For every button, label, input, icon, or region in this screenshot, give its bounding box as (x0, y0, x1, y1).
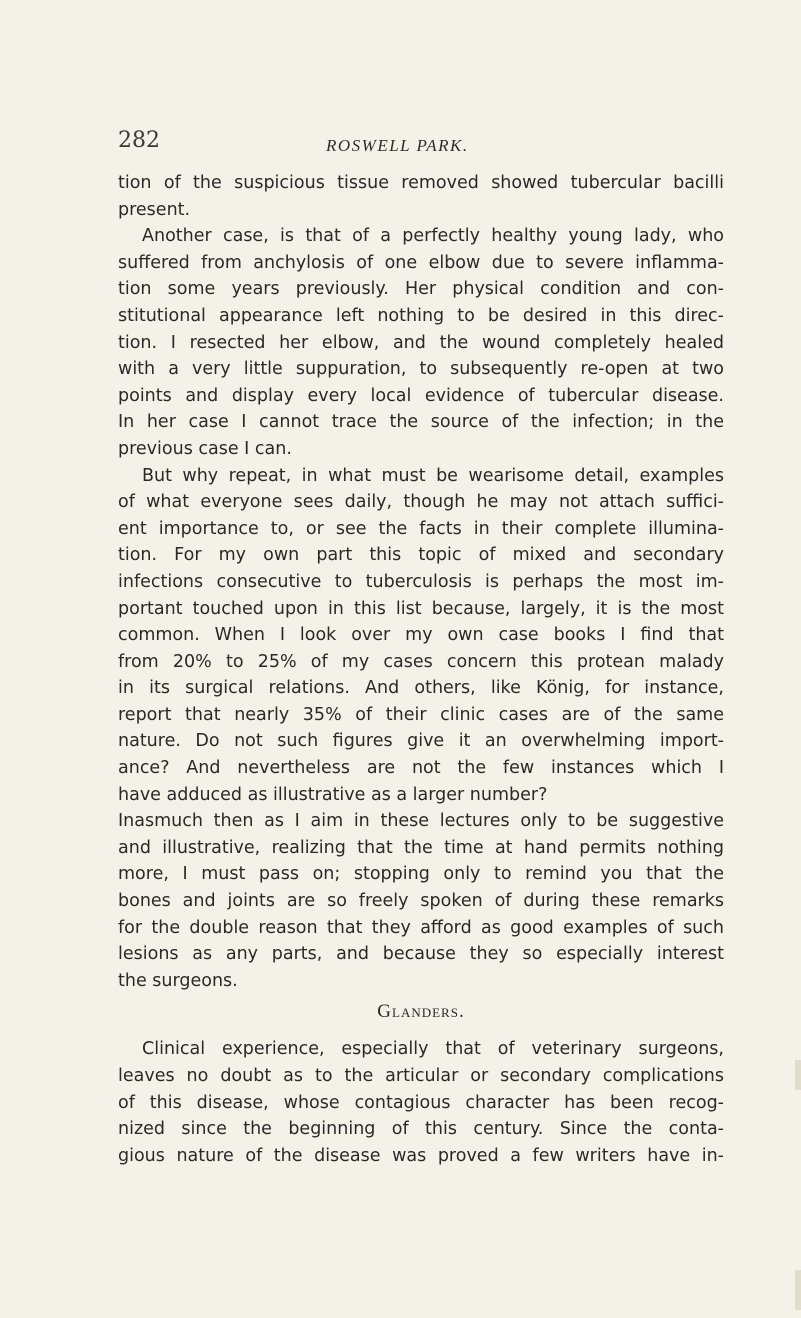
text-line: stitutional appearance left nothing to be desired in this direc- (118, 305, 724, 326)
paragraph-3 (118, 463, 724, 809)
page-edge-mark (795, 1270, 801, 1310)
body-text (118, 170, 724, 1169)
text-line: But why repeat, in what must be wearisome detail, examples (142, 465, 724, 486)
text-line: ance? And nevertheless are not the few instances which I (118, 758, 724, 779)
text-line: of this disease, whose contagious character has been recog- (118, 1092, 724, 1113)
text-line: nature. Do not such figures give it an overwhelming import- (118, 731, 724, 752)
text-line: nized since the beginning of this century. Since the conta- (118, 1119, 724, 1140)
text-line: infections consecutive to tuberculosis is perhaps the most im- (118, 571, 724, 592)
text-line: previous case I can. (118, 438, 292, 459)
text-line: have adduced as illustrative as a larger number? (118, 784, 548, 805)
text-line: report that nearly 35% of their clinic cases are of the same (118, 704, 724, 725)
text-line: in its surgical relations. And others, like König, for instance, (118, 678, 724, 699)
text-line: lesions as any parts, and because they so especially interest (118, 944, 724, 965)
text-line: tion some years previously. Her physical condition and con- (118, 279, 724, 300)
paragraph-1 (118, 170, 724, 223)
paragraph-2 (118, 223, 724, 462)
text-line: Clinical experience, especially that of veterinary surgeons, (142, 1039, 724, 1060)
running-head: ROSWELL PARK. (326, 136, 469, 155)
text-line: and illustrative, realizing that the time at hand permits nothing (118, 837, 724, 858)
text-line: present. (118, 199, 191, 220)
text-line: common. When I look over my own case books I find that (118, 625, 724, 646)
text-line: more, I must pass on; stopping only to remind you that the (118, 864, 724, 885)
text-line: for the double reason that they afford as good examples of such (118, 917, 724, 938)
text-line: of what everyone sees daily, though he may not attach suffici- (118, 492, 724, 513)
text-line: Another case, is that of a perfectly healthy young lady, who (142, 226, 724, 247)
text-line: tion. For my own part this topic of mixed and secondary (118, 545, 724, 566)
section-heading: Glanders. (377, 1001, 465, 1023)
paragraph-5 (118, 1036, 724, 1169)
text-line: tion of the suspicious tissue removed showed tubercular bacilli (118, 173, 724, 193)
text-line: gious nature of the disease was proved a few writers have in- (118, 1145, 724, 1166)
text-line: bones and joints are so freely spoken of during these remarks (118, 891, 724, 912)
text-line: from 20% to 25% of my cases concern this protean malady (118, 651, 724, 672)
text-line: Inasmuch then as I aim in these lectures only to be suggestive (118, 811, 724, 832)
text-line: points and display every local evidence of tubercular disease. (118, 385, 724, 406)
page-header (118, 128, 718, 164)
text-line: ent importance to, or see the facts in their complete illumina- (118, 518, 724, 539)
text-line: In her case I cannot trace the source of the infection; in the (118, 412, 724, 433)
text-line: the surgeons. (118, 970, 238, 991)
text-line: portant touched upon in this list because, largely, it is the most (118, 598, 724, 619)
page-edge-mark (795, 1060, 801, 1090)
text-line: tion. I resected her elbow, and the wound completely healed (118, 332, 724, 353)
text-line: suffered from anchylosis of one elbow due to severe inflamma- (118, 252, 724, 273)
page-number: 282 (118, 128, 160, 153)
paragraph-4 (118, 808, 724, 994)
text-line: with a very little suppuration, to subsequently re-open at two (118, 359, 724, 380)
text-line: leaves no doubt as to the articular or secondary complications (118, 1066, 724, 1086)
